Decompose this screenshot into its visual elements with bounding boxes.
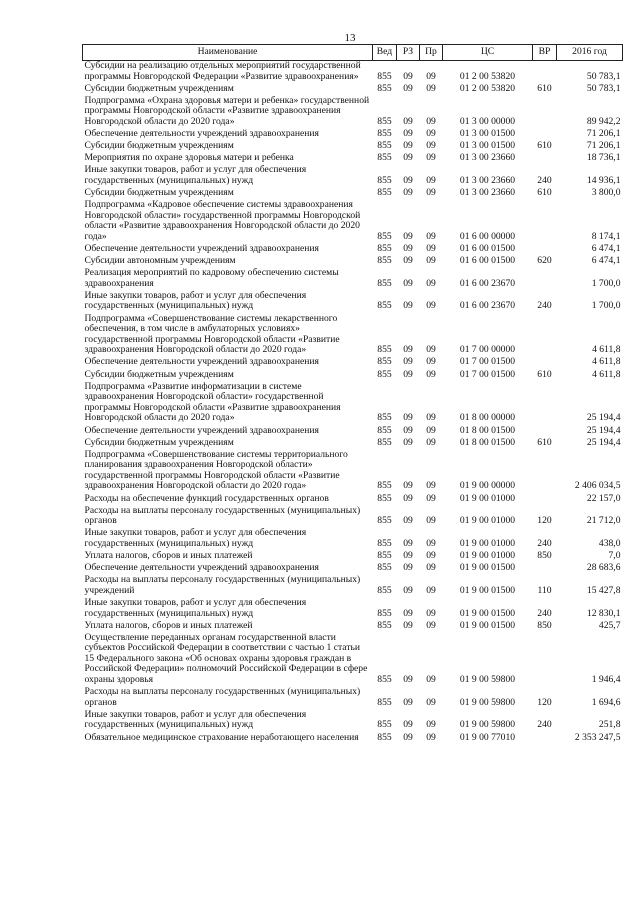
cell-pr: 09: [426, 300, 436, 312]
cell-vr: [533, 494, 557, 506]
table-row: [83, 621, 623, 633]
cell-vr: 240: [537, 719, 552, 731]
cell-amount: 7,0: [608, 550, 621, 562]
cell-pr: 09: [426, 607, 436, 619]
budget-table: [82, 44, 623, 745]
cell-rz: 09: [403, 480, 413, 492]
cell-name: Обязательное медицинское страхование неработающего населения: [84, 731, 359, 743]
table-row: [83, 450, 623, 494]
cell-name: Подпрограмма «Охрана здоровья матери и ребенка» государственной программы Новгородской области «Развитие здравоохранения Новгородской области до 2020 года»: [84, 94, 370, 127]
cell-ved: 855: [377, 515, 392, 527]
cell-cs: 01 9 00 00000: [459, 480, 516, 492]
cell-vr: 610: [537, 368, 552, 380]
cell-ved: 855: [377, 480, 392, 492]
cell-rz: 09: [403, 174, 413, 186]
cell-cs: 01 9 00 01500: [459, 619, 516, 631]
cell-rz: 09: [403, 674, 413, 686]
page-number: 13: [344, 32, 356, 44]
cell-pr: 09: [426, 719, 436, 731]
cell-pr: 09: [426, 492, 436, 504]
cell-rz: 09: [403, 492, 413, 504]
cell-rz: 09: [403, 277, 413, 289]
cell-ved: 855: [377, 174, 392, 186]
cell-vr: [533, 268, 557, 291]
cell-name: Субсидии бюджетным учреждениям: [84, 436, 234, 448]
cell-name: Подпрограмма «Совершенствование системы лекарственного обеспечения, в том числе в амбулаторных условиях» государственной программы Новгородской области «Развитие здравоохранения Новгородской области до 2020 года»: [84, 312, 340, 356]
cell-ved: 855: [377, 368, 392, 380]
cell-rz: 09: [403, 607, 413, 619]
cell-rz: 09: [403, 696, 413, 708]
cell-amount: 251,8: [598, 719, 621, 731]
cell-name: Иные закупки товаров, работ и услуг для обеспечения государственных (муниципальных) нужд: [84, 289, 307, 312]
cell-amount: 3 800,0: [591, 187, 621, 199]
cell-name: Расходы на выплаты персоналу государственных (муниципальных) учреждений: [84, 574, 361, 596]
cell-vr: [533, 563, 557, 575]
header-name: Наименование: [83, 45, 373, 61]
table-row: [83, 96, 623, 129]
table-row: [83, 494, 623, 506]
cell-name: Подпрограмма «Кадровое обеспечение системы здравоохранения Новгородской области» государственной программы Новгородской области «Развитие здравоохранения Новгородской области до 2020 года»: [84, 199, 361, 242]
cell-ved: 855: [377, 230, 392, 242]
cell-rz: 09: [403, 82, 413, 94]
cell-name: Расходы на выплаты персоналу государственных (муниципальных) органов: [84, 504, 361, 527]
cell-amount: 4 611,8: [592, 356, 621, 368]
cell-vr: [533, 357, 557, 369]
cell-rz: 09: [403, 300, 413, 312]
cell-cs: 01 6 00 01500: [459, 243, 516, 254]
cell-name: Субсидии бюджетным учреждениям: [84, 368, 234, 380]
cell-pr: 09: [426, 140, 436, 152]
table-row: [83, 506, 623, 529]
cell-amount: 1 700,0: [591, 277, 621, 289]
cell-ved: 855: [377, 128, 392, 140]
cell-ved: 855: [377, 731, 392, 743]
cell-rz: 09: [403, 152, 413, 164]
cell-rz: 09: [403, 719, 413, 731]
cell-name: Обеспечение деятельности учреждений здравоохранения: [84, 243, 319, 254]
cell-name: Субсидии на реализацию отдельных мероприятий государственной программы Новгородской Федерации «Развитие здравоохранения»: [84, 60, 361, 82]
table-row: [83, 84, 623, 96]
cell-name: Осуществление переданных органам государственной власти субъектов Российской Федерации в соответствии с частью 1 статьи 15 Федерального закона «Об основах охраны здоровья граждан в Российской Федерации» полномочий Российской Федерации в сфере охраны здоровья: [84, 631, 368, 686]
cell-pr: 09: [426, 82, 436, 94]
cell-amount: 25 194,4: [586, 412, 621, 424]
cell-pr: 09: [426, 537, 436, 549]
cell-name: Иные закупки товаров, работ и услуг для обеспечения государственных (муниципальных) нужд: [84, 527, 307, 549]
cell-rz: 09: [403, 140, 413, 152]
cell-amount: 71 206,1: [586, 128, 621, 140]
table-row: [83, 733, 623, 745]
cell-vr: [533, 153, 557, 165]
table-row: [83, 370, 623, 382]
cell-rz: 09: [403, 619, 413, 631]
cell-ved: 855: [377, 356, 392, 368]
table-row: [83, 382, 623, 426]
cell-amount: 18 736,1: [586, 152, 621, 164]
cell-cs: 01 9 00 01500: [459, 562, 516, 574]
cell-vr: 120: [537, 696, 552, 708]
cell-pr: 09: [426, 562, 436, 574]
cell-rz: 09: [403, 424, 413, 436]
cell-rz: 09: [403, 70, 413, 82]
cell-cs: 01 2 00 53820: [459, 82, 516, 94]
cell-ved: 855: [377, 82, 392, 94]
cell-ved: 855: [377, 187, 392, 199]
cell-ved: 855: [377, 562, 392, 574]
cell-cs: 01 3 00 23660: [459, 152, 516, 164]
cell-ved: 855: [377, 619, 392, 631]
cell-amount: 4 611,8: [592, 368, 621, 380]
cell-rz: 09: [403, 537, 413, 549]
cell-pr: 09: [426, 255, 436, 267]
cell-vr: 850: [537, 619, 552, 631]
cell-cs: 01 8 00 01500: [459, 424, 516, 436]
cell-vr: [533, 382, 557, 426]
cell-name: Расходы на выплаты персоналу государственных (муниципальных) органов: [84, 686, 361, 708]
table-row: [83, 314, 623, 358]
cell-cs: 01 3 00 01500: [459, 140, 516, 152]
table-row: [83, 291, 623, 314]
cell-name: Реализация мероприятий по кадровому обеспечению системы здравоохранения: [84, 267, 339, 289]
cell-cs: 01 7 00 01500: [459, 356, 516, 368]
cell-amount: 6 474,1: [591, 255, 621, 267]
table-row: [83, 165, 623, 188]
cell-cs: 01 3 00 01500: [459, 128, 516, 140]
cell-cs: 01 6 00 00000: [459, 230, 516, 242]
cell-cs: 01 6 00 01500: [459, 255, 516, 267]
cell-pr: 09: [426, 515, 436, 527]
cell-name: Обеспечение деятельности учреждений здравоохранения: [84, 424, 319, 436]
cell-vr: 610: [537, 82, 552, 94]
cell-cs: 01 8 00 00000: [459, 412, 516, 424]
cell-amount: 21 712,0: [586, 515, 621, 527]
cell-rz: 09: [403, 584, 413, 596]
table-row: [83, 438, 623, 450]
cell-amount: 25 194,4: [586, 424, 621, 436]
cell-name: Иные закупки товаров, работ и услуг для обеспечения государственных (муниципальных) нужд: [84, 596, 307, 619]
cell-amount: 1 700,0: [591, 300, 621, 312]
table-row: [83, 598, 623, 621]
table-row: [83, 61, 623, 84]
cell-pr: 09: [426, 619, 436, 631]
cell-amount: 2 406 034,5: [574, 480, 621, 492]
cell-rz: 09: [403, 115, 413, 127]
cell-amount: 12 830,1: [586, 607, 621, 619]
table-row: [83, 357, 623, 369]
cell-pr: 09: [426, 356, 436, 368]
table-row: [83, 710, 623, 733]
cell-cs: 01 9 00 01500: [459, 607, 516, 619]
cell-pr: 09: [426, 243, 436, 254]
table-row: [83, 575, 623, 598]
cell-name: Обеспечение деятельности учреждений здравоохранения: [84, 128, 319, 140]
cell-rz: 09: [403, 255, 413, 267]
cell-cs: 01 3 00 23660: [459, 174, 516, 186]
cell-vr: 110: [537, 584, 552, 596]
cell-rz: 09: [403, 562, 413, 574]
cell-name: Иные закупки товаров, работ и услуг для обеспечения государственных (муниципальных) нужд: [84, 164, 307, 186]
cell-rz: 09: [403, 344, 413, 356]
cell-amount: 1 694,6: [591, 696, 621, 708]
cell-rz: 09: [403, 412, 413, 424]
cell-rz: 09: [403, 515, 413, 527]
cell-cs: 01 9 00 59800: [459, 719, 516, 731]
cell-amount: 438,0: [598, 537, 621, 549]
cell-amount: 8 174,1: [591, 230, 621, 242]
cell-ved: 855: [377, 696, 392, 708]
cell-amount: 2 353 247,5: [574, 731, 621, 743]
cell-ved: 855: [377, 550, 392, 562]
cell-pr: 09: [426, 412, 436, 424]
cell-cs: 01 9 00 01000: [459, 515, 516, 527]
cell-rz: 09: [403, 368, 413, 380]
cell-name: Субсидии бюджетным учреждениям: [84, 82, 234, 94]
cell-vr: [533, 200, 557, 244]
cell-pr: 09: [426, 368, 436, 380]
cell-vr: 240: [537, 300, 552, 312]
cell-rz: 09: [403, 128, 413, 140]
cell-cs: 01 3 00 00000: [459, 115, 516, 127]
cell-vr: [533, 426, 557, 438]
cell-amount: 6 474,1: [591, 243, 621, 254]
cell-ved: 855: [377, 277, 392, 289]
cell-vr: [533, 314, 557, 358]
cell-pr: 09: [426, 696, 436, 708]
table-row: [83, 687, 623, 710]
cell-amount: 4 611,8: [592, 344, 621, 356]
cell-amount: 71 206,1: [586, 140, 621, 152]
cell-rz: 09: [403, 243, 413, 254]
cell-ved: 855: [377, 584, 392, 596]
cell-name: Обеспечение деятельности учреждений здравоохранения: [84, 356, 319, 368]
cell-pr: 09: [426, 674, 436, 686]
cell-cs: 01 7 00 00000: [459, 344, 516, 356]
table-row: [83, 200, 623, 244]
cell-pr: 09: [426, 187, 436, 199]
cell-pr: 09: [426, 731, 436, 743]
cell-ved: 855: [377, 152, 392, 164]
cell-amount: 28 683,6: [586, 562, 621, 574]
cell-ved: 855: [377, 300, 392, 312]
cell-vr: [533, 450, 557, 494]
cell-pr: 09: [426, 277, 436, 289]
cell-ved: 855: [377, 255, 392, 267]
cell-ved: 855: [377, 243, 392, 254]
cell-ved: 855: [377, 719, 392, 731]
cell-amount: 1 946,4: [591, 674, 621, 686]
cell-vr: 240: [537, 537, 552, 549]
header-cs: ЦС: [443, 45, 533, 61]
header-ved: Вед: [373, 45, 397, 61]
header-rz: РЗ: [397, 45, 420, 61]
cell-cs: 01 9 00 77010: [459, 731, 516, 743]
cell-amount: 25 194,4: [586, 436, 621, 448]
header-vr: ВР: [533, 45, 557, 61]
cell-amount: 425,7: [598, 619, 621, 631]
cell-amount: 50 783,1: [586, 82, 621, 94]
cell-pr: 09: [426, 480, 436, 492]
cell-cs: 01 2 00 53820: [459, 70, 516, 82]
cell-pr: 09: [426, 230, 436, 242]
cell-amount: 15 427,8: [586, 584, 621, 596]
cell-cs: 01 9 00 59800: [459, 696, 516, 708]
cell-pr: 09: [426, 436, 436, 448]
cell-pr: 09: [426, 584, 436, 596]
cell-vr: 610: [537, 187, 552, 199]
cell-cs: 01 7 00 01500: [459, 368, 516, 380]
cell-amount: 89 942,2: [586, 115, 621, 127]
cell-ved: 855: [377, 537, 392, 549]
cell-vr: 120: [537, 515, 552, 527]
cell-amount: 50 783,1: [586, 70, 621, 82]
cell-name: Иные закупки товаров, работ и услуг для обеспечения государственных (муниципальных) нужд: [84, 708, 307, 731]
cell-vr: 620: [537, 255, 552, 267]
cell-name: Субсидии бюджетным учреждениям: [84, 140, 234, 152]
cell-cs: 01 9 00 01000: [459, 550, 516, 562]
header-year: 2016 год: [557, 45, 623, 61]
cell-name: Обеспечение деятельности учреждений здравоохранения: [84, 562, 319, 574]
cell-ved: 855: [377, 412, 392, 424]
cell-pr: 09: [426, 174, 436, 186]
cell-ved: 855: [377, 674, 392, 686]
cell-vr: 240: [537, 174, 552, 186]
cell-rz: 09: [403, 187, 413, 199]
cell-vr: 610: [537, 140, 552, 152]
cell-name: Подпрограмма «Совершенствование системы территориального планирования здравоохранения Новгородской области» государственной программы Новгородской области «Развитие здравоохранения Новгородской области до 2020 года»: [84, 448, 348, 492]
cell-pr: 09: [426, 344, 436, 356]
header-pr: Пр: [420, 45, 443, 61]
table-row: [83, 426, 623, 438]
cell-ved: 855: [377, 436, 392, 448]
table-row: [83, 528, 623, 551]
cell-pr: 09: [426, 128, 436, 140]
cell-vr: [533, 733, 557, 745]
cell-name: Подпрограмма «Развитие информатизации в системе здравоохранения Новгородской области» государственной программы Новгородской области «Развитие здравоохранения Новгородской области до 2020 года»: [84, 380, 341, 424]
cell-cs: 01 8 00 01500: [459, 436, 516, 448]
cell-name: Уплата налогов, сборов и иных платежей: [84, 550, 253, 562]
cell-rz: 09: [403, 230, 413, 242]
cell-cs: 01 3 00 23660: [459, 187, 516, 199]
cell-ved: 855: [377, 492, 392, 504]
cell-amount: 14 936,1: [586, 174, 621, 186]
cell-rz: 09: [403, 356, 413, 368]
cell-vr: [533, 96, 557, 129]
cell-ved: 855: [377, 424, 392, 436]
cell-name: Субсидии бюджетным учреждениям: [84, 187, 234, 199]
cell-cs: 01 9 00 01000: [459, 492, 516, 504]
cell-pr: 09: [426, 152, 436, 164]
cell-cs: 01 9 00 01000: [459, 537, 516, 549]
cell-name: Субсидии автономным учреждениям: [84, 255, 236, 267]
cell-pr: 09: [426, 550, 436, 562]
cell-ved: 855: [377, 344, 392, 356]
cell-cs: 01 6 00 23670: [459, 300, 516, 312]
cell-ved: 855: [377, 70, 392, 82]
cell-vr: 850: [537, 550, 552, 562]
cell-rz: 09: [403, 436, 413, 448]
cell-ved: 855: [377, 140, 392, 152]
cell-name: Уплата налогов, сборов и иных платежей: [84, 619, 253, 631]
cell-cs: 01 9 00 01500: [459, 584, 516, 596]
cell-pr: 09: [426, 424, 436, 436]
cell-cs: 01 6 00 23670: [459, 277, 516, 289]
cell-name: Мероприятия по охране здоровья матери и ребенка: [84, 152, 294, 164]
cell-vr: [533, 633, 557, 687]
table-row: [83, 633, 623, 687]
cell-rz: 09: [403, 550, 413, 562]
cell-vr: 240: [537, 607, 552, 619]
cell-vr: 610: [537, 436, 552, 448]
cell-pr: 09: [426, 115, 436, 127]
cell-vr: [533, 61, 557, 84]
table-row: [83, 268, 623, 291]
cell-amount: 22 157,0: [586, 492, 621, 504]
cell-rz: 09: [403, 731, 413, 743]
table-header-row: [83, 45, 623, 61]
cell-ved: 855: [377, 607, 392, 619]
cell-cs: 01 9 00 59800: [459, 674, 516, 686]
cell-pr: 09: [426, 70, 436, 82]
cell-name: Расходы на обеспечение функций государственных органов: [84, 492, 329, 504]
cell-ved: 855: [377, 115, 392, 127]
